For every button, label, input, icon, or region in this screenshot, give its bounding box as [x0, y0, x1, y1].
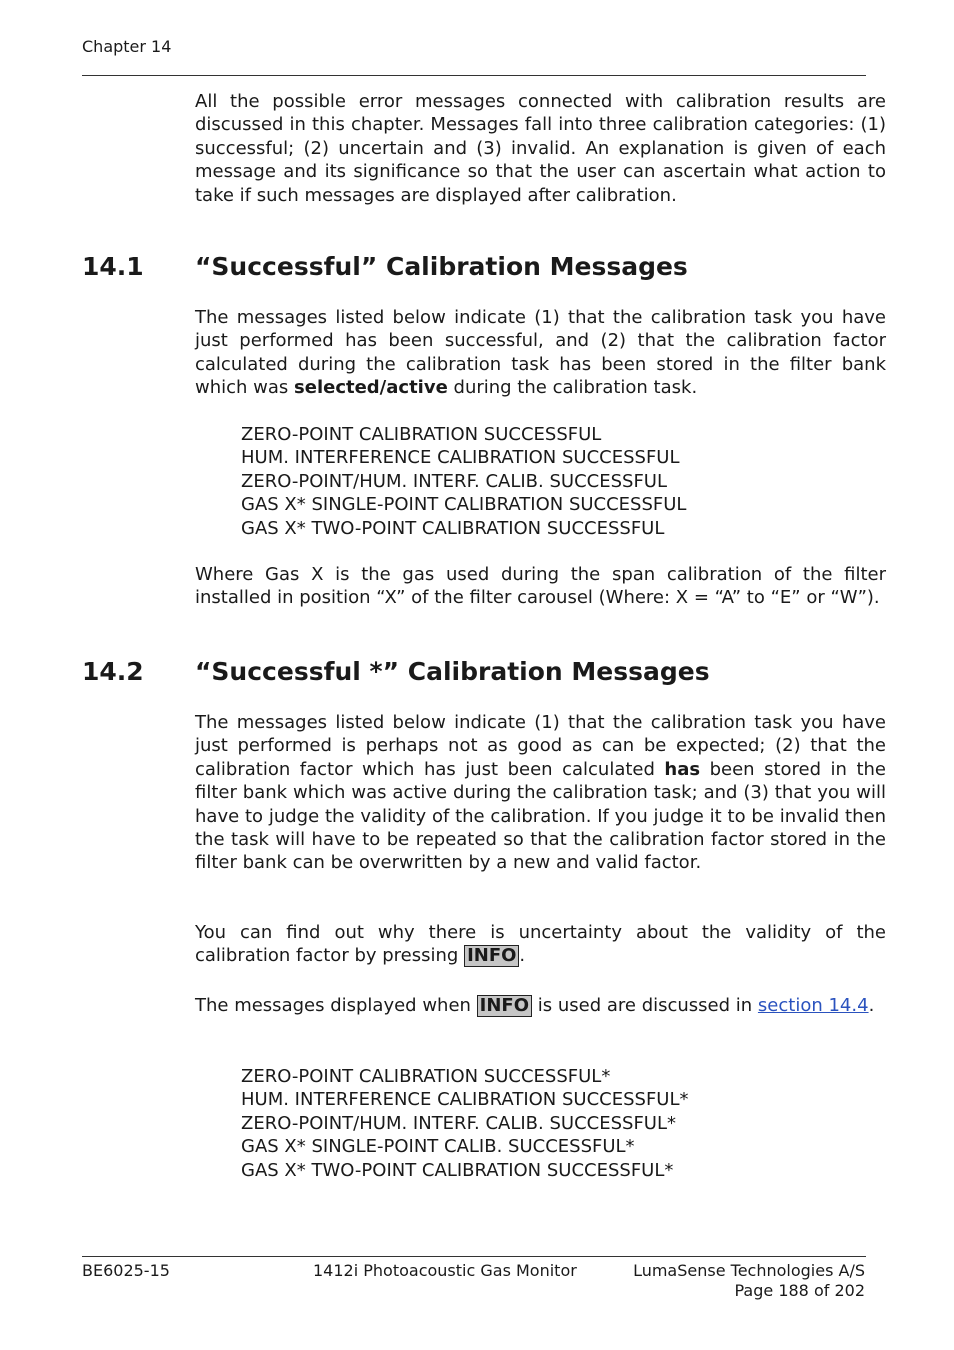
section-number: 14.1: [82, 252, 144, 281]
text-run: during the calibration task.: [447, 377, 698, 399]
section-14-2-heading: [82, 657, 710, 686]
message-item: ZERO-POINT/HUM. INTERF. CALIB. SUCCESSFUL*: [241, 1112, 676, 1134]
footer-divider: [82, 1256, 866, 1257]
message-item: ZERO-POINT/HUM. INTERF. CALIB. SUCCESSFUL: [241, 470, 667, 492]
running-header: Chapter 14: [82, 37, 172, 56]
message-item: HUM. INTERFERENCE CALIBRATION SUCCESSFUL*: [241, 1089, 689, 1111]
message-item: GAS X* TWO-POINT CALIBRATION SUCCESSFUL: [241, 517, 665, 539]
message-item: ZERO-POINT CALIBRATION SUCCESSFUL*: [241, 1066, 611, 1087]
text-run: .: [519, 945, 526, 967]
gas-x-note: Where Gas X is the gas used during the span calibration of the filter installed in position “X” of the filter carousel (Where: X = “A” to “E” or “W”).: [195, 564, 886, 609]
footer-company-page: [633, 1261, 865, 1301]
text-run: You can find out why there is uncertainty about the validity of the calibration factor by pressing: [195, 922, 886, 967]
footer-page-number: Page 188 of 202: [734, 1281, 865, 1300]
message-item: GAS X* SINGLE-POINT CALIBRATION SUCCESSFUL: [241, 494, 687, 516]
intro-paragraph: All the possible error messages connected with calibration results are discussed in this chapter. Messages fall into three calibration categories: (1) successful; (2) uncertain and (3) invalid. An explanation is given of each message and its significance so that the user can ascertain what action to take if such messages are displayed after calibration.: [195, 91, 886, 206]
section-number: 14.2: [82, 657, 144, 686]
message-item: GAS X* TWO-POINT CALIBRATION SUCCESSFUL*: [241, 1159, 674, 1181]
section-14-1-heading: [82, 252, 688, 281]
info-paragraph: [195, 921, 886, 968]
section-14-2-paragraph: [195, 711, 886, 875]
text-run: The messages displayed when: [195, 995, 477, 1016]
section-title: “Successful” Calibration Messages: [195, 252, 688, 281]
section-title: “Successful *” Calibration Messages: [195, 657, 710, 686]
section-14-1-paragraph: [195, 306, 886, 400]
successful-star-messages-list: [241, 1065, 861, 1182]
info-key: INFO: [464, 945, 519, 967]
text-run: is used are discussed in: [532, 995, 758, 1016]
successful-messages-list: [241, 423, 861, 540]
text-run: .: [868, 995, 875, 1016]
text-run: The messages listed below indicate (1) that the calibration task you have just performed has been successful, and (2) that the calibration factor calculated during the calibration task has been stored in the filter bank which was: [195, 307, 886, 399]
text-run: been stored in the filter bank which was active during the calibration task; and (3) that you will have to judge the validity of the calibration. If you judge it to be invalid then the task will have to be repeated so that the calibration factor stored in the filter bank can be overwritten by a new and valid factor.: [195, 758, 887, 874]
text-run: The messages listed below indicate (1) that the calibration task you have just performed is perhaps not as good as can be expected; (2) that the calibration factor which has just been calculated: [195, 712, 886, 780]
info-key: INFO: [477, 995, 532, 1017]
footer-doc-id: BE6025-15: [82, 1261, 170, 1280]
header-divider: [82, 75, 866, 76]
message-item: ZERO-POINT CALIBRATION SUCCESSFUL: [241, 424, 602, 445]
footer-product: 1412i Photoacoustic Gas Monitor: [313, 1261, 577, 1280]
message-item: HUM. INTERFERENCE CALIBRATION SUCCESSFUL: [241, 447, 680, 469]
bold-term: selected/active: [294, 377, 448, 399]
message-item: GAS X* SINGLE-POINT CALIB. SUCCESSFUL*: [241, 1136, 635, 1158]
footer-company: LumaSense Technologies A/S: [633, 1261, 865, 1280]
bold-term: has: [664, 758, 701, 780]
section-14-4-link[interactable]: section 14.4: [757, 995, 869, 1016]
info-reference-paragraph: [195, 994, 886, 1017]
